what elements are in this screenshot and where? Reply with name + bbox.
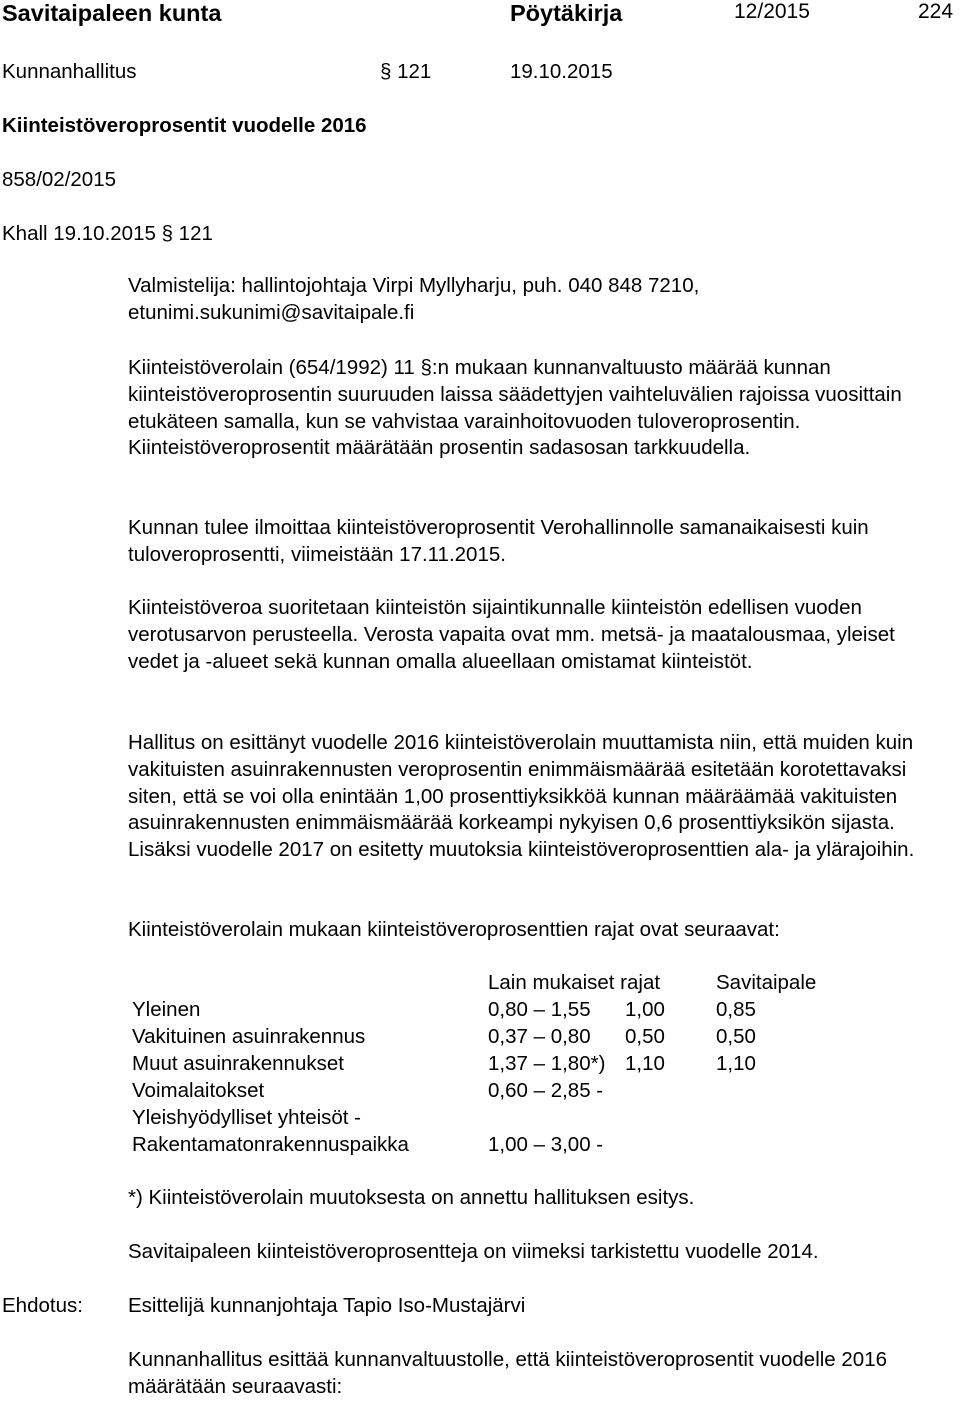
footnote: *) Kiinteistöverolain muutoksesta on annettu hallituksen esitys. — [128, 1186, 695, 1209]
table-header-local: Savitaipale — [716, 971, 817, 994]
meeting-body: Kunnanhallitus — [2, 60, 137, 83]
reference-number: 858/02/2015 — [2, 168, 117, 191]
table-row-range: 1,00 – 3,00 - — [488, 1133, 604, 1156]
paragraph-government-proposal: Hallitus on esittänyt vuodelle 2016 kiinteistöverolain muuttamista niin, että muiden kuin vakituisten asuinrakennusten veroprosentin enimmäismäärää esitetään korotettavaksi siten, että se voi olla enintään 1,00 prosenttiyksikköä kunnan määräämää vakituisten asuinrakennusten enimmäismäärää korkeampi nykyisen 0,6 prosenttiyksikön sijasta. Lisäksi vuodelle 2017 on esitetty muutoksia kiinteistöveroprosenttien ala- ja ylärajoihin. — [128, 731, 915, 862]
preparer-line: Valmistelija: hallintojohtaja Virpi Myllyharju, puh. 040 848 7210, — [128, 274, 700, 297]
document-type: Pöytäkirja — [510, 0, 623, 26]
table-row-law-value: 1,10 — [625, 1052, 665, 1075]
paragraph-limits-intro: Kiinteistöverolain mukaan kiinteistöveroprosenttien rajat ovat seuraavat: — [128, 918, 780, 941]
municipality-name: Savitaipaleen kunta — [2, 0, 222, 26]
proposal-text: Kunnanhallitus esittää kunnanvaltuustolle, että kiinteistöveroprosentit vuodelle 2016 määrätään seuraavasti: — [128, 1348, 888, 1398]
subject-title: Kiinteistöveroprosentit vuodelle 2016 — [2, 114, 367, 137]
table-row-label: Voimalaitokset — [132, 1079, 265, 1102]
table-row-label: Vakituinen asuinrakennus — [132, 1025, 366, 1048]
page-number: 224 — [918, 0, 954, 23]
last-review-note: Savitaipaleen kiinteistöveroprosentteja on viimeksi tarkistettu vuodelle 2014. — [128, 1240, 819, 1263]
table-row-label: Rakentamatonrakennuspaikka — [132, 1133, 409, 1156]
table-header-law: Lain mukaiset rajat — [488, 971, 661, 994]
document-number: 12/2015 — [734, 0, 810, 23]
table-row-label: Yleishyödylliset yhteisöt - — [132, 1106, 362, 1129]
paragraph-notification: Kunnan tulee ilmoittaa kiinteistöveroprosentit Verohallinnolle samanaikaisesti kuin tuloveroprosentti, viimeistään 17.11.2015. — [128, 516, 869, 566]
table-row-range: 1,37 – 1,80*) — [488, 1052, 606, 1075]
table-row-label: Muut asuinrakennukset — [132, 1052, 344, 1075]
table-row-label: Yleinen — [132, 998, 201, 1021]
paragraph-tax-basis: Kiinteistöveroa suoritetaan kiinteistön sijaintikunnalle kiinteistön edellisen vuoden verotusarvon perusteella. Verosta vapaita ovat mm. metsä- ja maatalousmaa, yleiset vedet ja -alueet sekä kunnan omalla alueellaan omistamat kiinteistöt. — [128, 596, 895, 673]
proposal-presenter: Esittelijä kunnanjohtaja Tapio Iso-Mustajärvi — [128, 1294, 526, 1317]
table-row-law-value: 1,00 — [625, 998, 665, 1021]
table-row-range: 0,37 – 0,80 — [488, 1025, 591, 1048]
table-row-range: 0,60 – 2,85 - — [488, 1079, 604, 1102]
section-number: § 121 — [380, 60, 432, 83]
meeting-date: 19.10.2015 — [510, 60, 613, 83]
table-row-range: 0,80 – 1,55 — [488, 998, 591, 1021]
proposal-label: Ehdotus: — [2, 1294, 83, 1317]
meeting-history: Khall 19.10.2015 § 121 — [2, 222, 213, 245]
table-row-law-value: 0,50 — [625, 1025, 665, 1048]
preparer-email: etunimi.sukunimi@savitaipale.fi — [128, 301, 415, 324]
paragraph-legal-basis: Kiinteistöverolain (654/1992) 11 §:n mukaan kunnanvaltuusto määrää kunnan kiinteistöveroprosentin suuruuden laissa säädettyjen vaihteluvälien rajoissa vuosittain etukäteen samalla, kun se vahvistaa varainhoitovuoden tuloveroprosentin. Kiinteistöveroprosentit määrätään prosentin sadasosan tarkkuudella. — [128, 356, 902, 460]
table-row-local-value: 1,10 — [716, 1052, 756, 1075]
table-row-local-value: 0,50 — [716, 1025, 756, 1048]
table-row-local-value: 0,85 — [716, 998, 756, 1021]
